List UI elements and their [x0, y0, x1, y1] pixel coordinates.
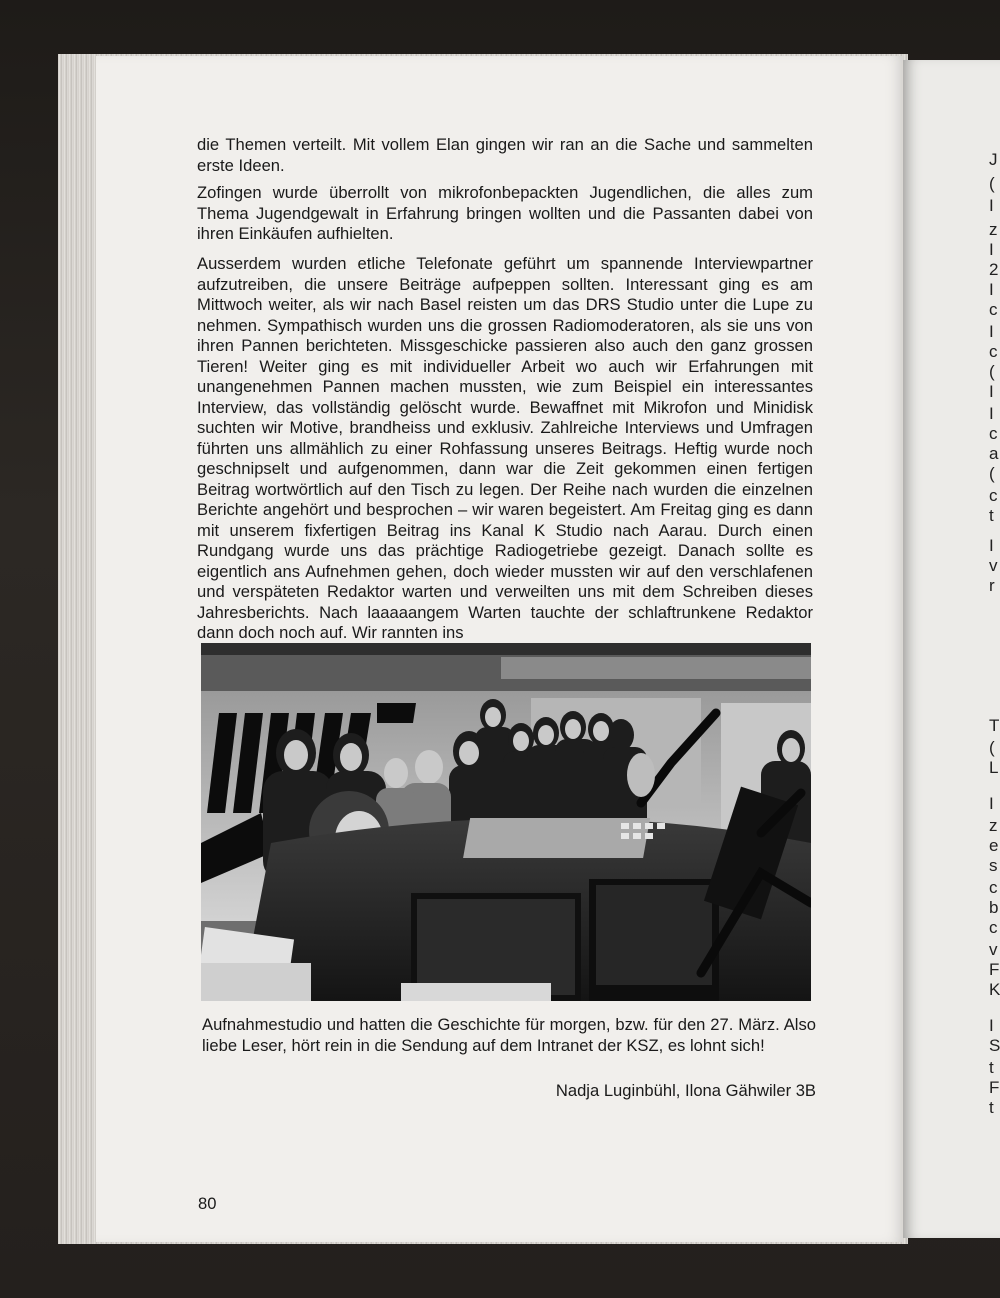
- facing-fragment: L: [989, 758, 999, 777]
- facing-fragment: c: [989, 342, 998, 361]
- facing-fragment: I: [989, 536, 994, 555]
- facing-fragment: v: [989, 940, 998, 959]
- facing-fragment: (: [989, 174, 995, 193]
- studio-photo: [201, 643, 811, 1001]
- facing-page: [903, 60, 1000, 1238]
- facing-fragment: S: [989, 1036, 1000, 1055]
- facing-fragment: I: [989, 280, 994, 299]
- facing-fragment: K: [989, 980, 1000, 999]
- facing-fragment: t: [989, 1058, 994, 1077]
- paragraph-1: die Themen verteilt. Mit vollem Elan gingen wir ran an die Sache und sammelten erste Ideen.: [197, 135, 813, 175]
- page-number: 80: [198, 1194, 217, 1213]
- caption-text: Aufnahmestudio und hatten die Geschichte für morgen, bzw. für den 27. März. Also liebe Leser, hört rein in die Sendung auf dem Intranet der KSZ, es lohnt sich!: [202, 1015, 816, 1055]
- facing-fragment: b: [989, 898, 999, 917]
- facing-fragment: c: [989, 918, 998, 937]
- facing-fragment: I: [989, 196, 994, 215]
- facing-fragment: (: [989, 464, 995, 483]
- studio-photo-illustration: [201, 643, 811, 1001]
- facing-fragment: c: [989, 878, 998, 897]
- facing-fragment: (: [989, 362, 995, 381]
- facing-fragment: F: [989, 960, 1000, 979]
- facing-fragment: r: [989, 576, 995, 595]
- facing-fragment: F: [989, 1078, 1000, 1097]
- article-paragraph: [197, 254, 813, 652]
- facing-fragment: c: [989, 486, 998, 505]
- article-paragraph: [197, 135, 813, 184]
- facing-fragment: I: [989, 794, 994, 813]
- facing-fragment: I: [989, 322, 994, 341]
- facing-fragment: c: [989, 300, 998, 319]
- facing-fragment: e: [989, 836, 999, 855]
- authors-line: Nadja Luginbühl, Ilona Gähwiler 3B: [555, 1081, 816, 1100]
- facing-fragment: I: [989, 1016, 994, 1035]
- facing-fragment: (: [989, 738, 995, 757]
- facing-fragment: a: [989, 444, 999, 463]
- facing-fragment: I: [989, 404, 994, 423]
- facing-fragment: t: [989, 1098, 994, 1117]
- facing-fragment: t: [989, 506, 994, 525]
- article-paragraph: [197, 183, 813, 253]
- facing-fragment: T: [989, 716, 1000, 735]
- facing-fragment: s: [989, 856, 998, 875]
- facing-fragment: I: [989, 240, 994, 259]
- facing-fragment: 2: [989, 260, 999, 279]
- paragraph-2: Zofingen wurde überrollt von mikrofonbepackten Jugendlichen, die alles zum Thema Jugendgewalt in Erfahrung bringen wollten und die Passanten dabei von ihren Einkäufen aufhielten.: [197, 183, 813, 243]
- paragraph-3: Ausserdem wurden etliche Telefonate geführt um spannende Interviewpartner aufzutreiben, die unsere Beiträge aufpeppen sollten. Interessant ging es am Mittwoch weiter, als wir nach Basel reisten um das DRS Studio unter die Lupe zu nehmen. Sympathisch wurden uns die grossen Radiomoderatoren, als sie uns von ihren Pannen berichteten. Missgeschicke passieren also auch den ganz grossen Tieren! Weiter ging es mit individueller Arbeit wo auch wir Erfahrungen mit unangenehmen Pannen machen mussten, wie zum Beispiel ein interessantes Interview, das vollständig gelöscht wurde. Bewaffnet mit Mikrofon und Minidisk suchten wir Motive, brandheiss und exklusiv. Zahlreiche Interviews und Umfragen führten uns allmählich zu einer Rohfassung unseres Beitrags. Heftig wurde noch geschnipselt und aufgenommen, dann war die Zeit gekommen einen fertigen Beitrag wortwörtlich auf den Tisch zu legen. Der Reihe nach wurden die einzelnen Berichte angehört und besprochen – wir waren begeistert. Am Freitag ging es dann mit unserem fixfertigen Beitrag ins Kanal K Studio nach Aarau. Durch einen Rundgang wurde uns das prächtige Radiogetriebe gezeigt. Danach sollte es eigentlich ans Aufnehmen gehen, doch wieder mussten wir auf den verschlafenen und verspäteten Redaktor warten und verweilten uns mit dem Schreiben dieses Jahresberichts. Nach laaaaangem Warten tauchte der schlaftrunkene Redaktor dann doch noch auf. Wir rannten ins: [197, 254, 813, 642]
- facing-fragment: c: [989, 424, 998, 443]
- facing-fragment: z: [989, 816, 998, 835]
- facing-fragment: J: [989, 150, 998, 169]
- facing-fragment: v: [989, 556, 998, 575]
- facing-fragment: I: [989, 382, 994, 401]
- facing-fragment: z: [989, 220, 998, 239]
